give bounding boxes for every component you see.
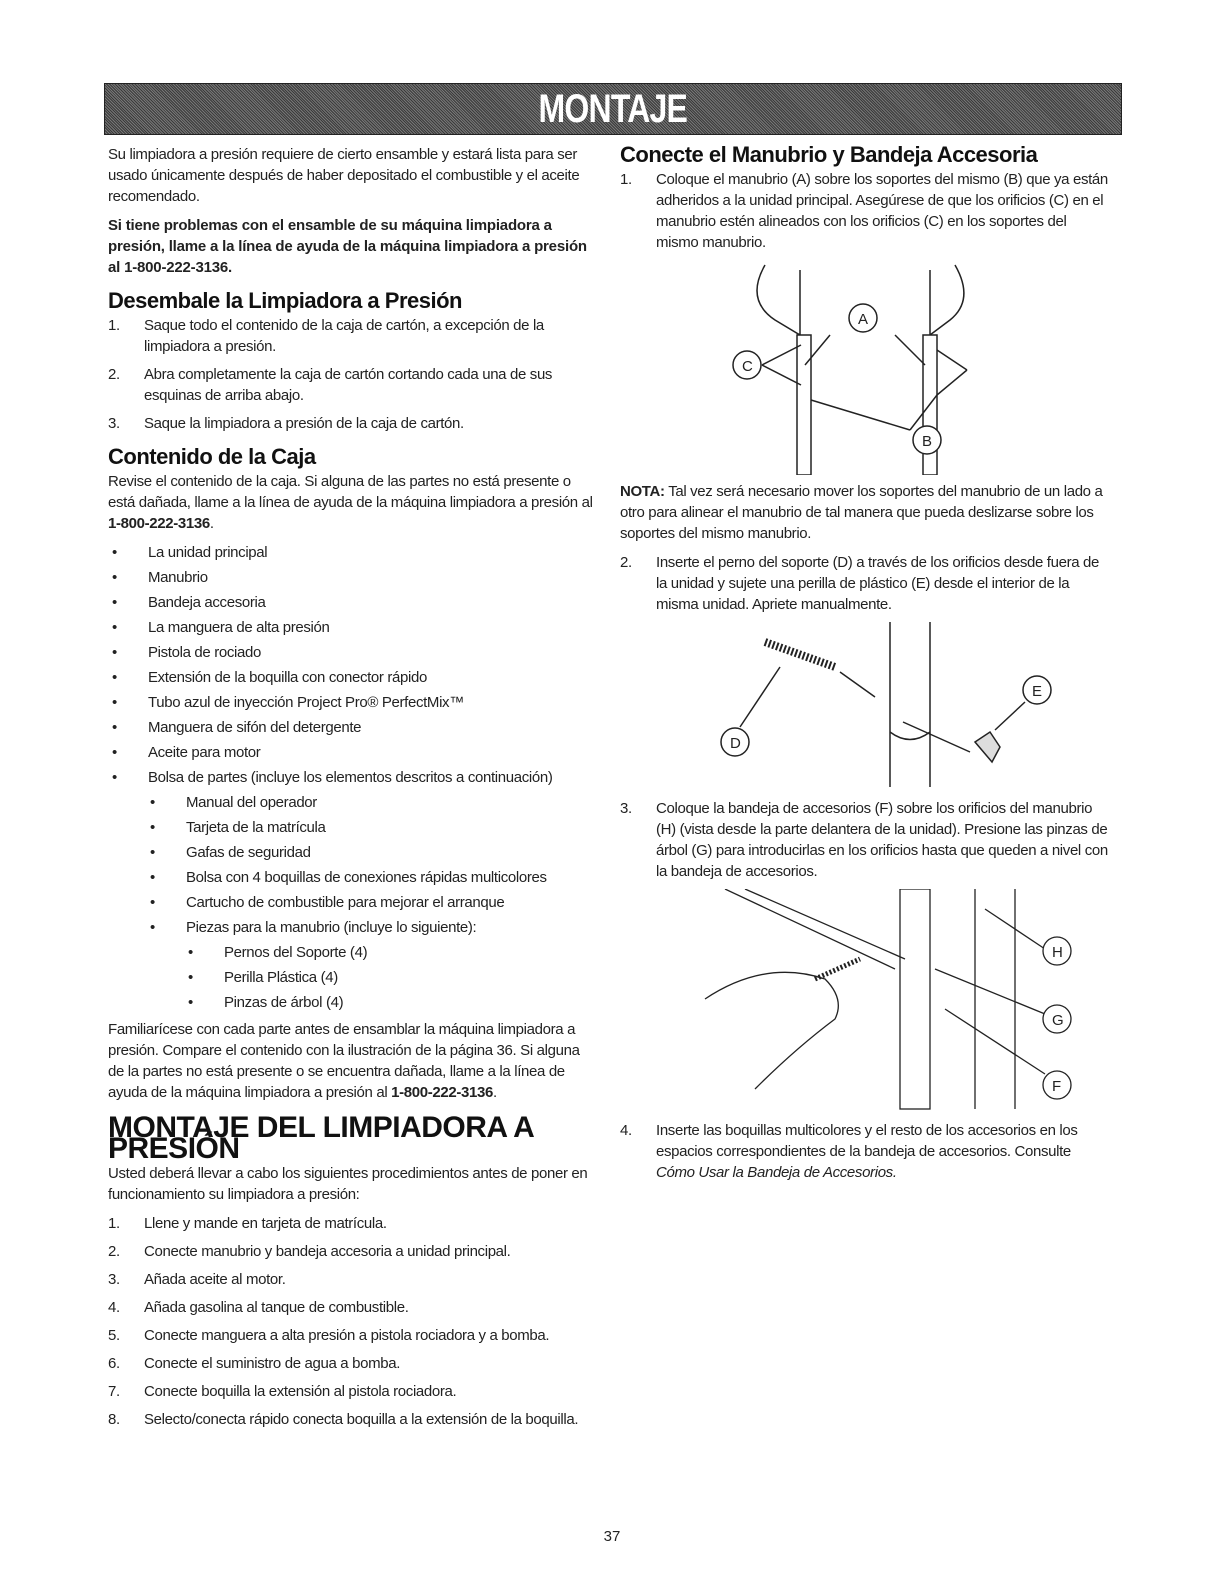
list-item: • Bolsa de partes (incluye los elementos descritos a continuación) [112,769,553,786]
list-item: • Manguera de sifón del detergente [112,719,362,736]
intro-paragraph: Su limpiadora a presión requiere de cierto ensamble y estará lista para ser usado únicamente después de haber depositado el combustible y el aceite recomendado. [108,146,580,205]
list-item: • Tarjeta de la matrícula [150,819,326,836]
list-item: 8. Selecto/conecta rápido conecta boquilla a la extensión de la boquilla. [108,1411,579,1428]
handle-alignment-illustration [705,260,1025,475]
list-item: 2. Conecte manubrio y bandeja accesoria a unidad principal. [108,1243,511,1260]
svg-text:B: B [922,433,932,450]
list-item: • Extensión de la boquilla con conector rápido [112,669,427,686]
bolt-knob-illustration [675,622,1055,792]
list-item: 1. Llene y mande en tarjeta de matrícula. [108,1215,387,1232]
unpack-heading: Desembale la Limpiadora a Presión [108,288,462,313]
connect-step-1: 1. Coloque el manubrio (A) sobre los soportes del mismo (B) que ya están adheridos a la unidad principal. Asegúrese de que los orificios (C) en el manubrio estén alineados con los orificios (C) en los soportes del mismo manubrio. [620,171,1108,251]
list-item: 7. Conecte boquilla la extensión al pistola rociadora. [108,1383,457,1400]
contents-intro: Revise el contenido de la caja. Si alguna de las partes no está presente o está dañada, llame a la línea de ayuda de la máquina limpiadora a presión al 1-800-222-3136. [108,473,593,532]
list-item: • Manual del operador [150,794,317,811]
connect-step-2: 2. Inserte el perno del soporte (D) a través de los orificios desde fuera de la unidad y sujete una perilla de plástico (E) desde el interior de la misma unidad. Apriete manualmente. [620,554,1100,613]
svg-text:C: C [742,358,753,375]
assembly-intro: Usted deberá llevar a cabo los siguientes procedimientos antes de poner en funcionamiento su limpiadora a presión: [108,1165,588,1203]
list-item: 4. Añada gasolina al tanque de combustible. [108,1299,409,1316]
list-item: • Perilla Plástica (4) [188,969,338,986]
page-number: 37 [603,1528,621,1545]
left-column [108,144,594,1437]
unpack-steps [108,315,594,434]
list-item: • La manguera de alta presión [112,619,330,636]
list-item: • Gafas de seguridad [150,844,311,861]
list-item: • Pernos del Soporte (4) [188,944,368,961]
help-note: Si tiene problemas con el ensamble de su máquina limpiadora a presión, llame a la línea de ayuda de la máquina limpiadora a presión al 1-800-222-3136. [108,217,587,276]
list-item: 2. Abra completamente la caja de cartón cortando cada una de sus esquinas de arriba abajo. [108,366,553,404]
contents-list [108,542,594,1013]
banner-title: MONTAJE [538,86,688,131]
list-item: 6. Conecte el suministro de agua a bomba. [108,1355,401,1372]
list-item: 1. Saque todo el contenido de la caja de cartón, a excepción de la limpiadora a presión. [108,317,544,355]
list-item: • Cartucho de combustible para mejorar el arranque [150,894,505,911]
svg-text:G: G [1052,1012,1064,1029]
tray-clip-illustration [645,889,1085,1114]
right-column [620,144,1110,1190]
svg-text:D: D [730,735,741,752]
list-item: 5. Conecte manguera a alta presión a pistola rociadora y a bomba. [108,1327,550,1344]
svg-text:F: F [1052,1078,1061,1095]
list-item: 3. Añada aceite al motor. [108,1271,286,1288]
list-item: 3. Saque la limpiadora a presión de la caja de cartón. [108,415,464,432]
list-item: • Aceite para motor [112,744,261,761]
connect-step-3: 3. Coloque la bandeja de accesorios (F) sobre los orificios del manubrio (H) (vista desde la parte delantera de la unidad). Presione las pinzas de árbol (G) para introducirlas en los orificios hasta que queden a nivel con la bandeja de accesorios. [620,800,1108,880]
note-paragraph: NOTA: Tal vez será necesario mover los soportes del manubrio de un lado a otro para alinear el manubrio de tal manera que pueda deslizarse sobre los soportes del mismo manubrio. [620,483,1103,542]
svg-text:E: E [1032,683,1042,700]
assembly-heading: MONTAJE DEL LIMPIADORA A PRESIÓN [108,1111,534,1165]
list-item: • Tubo azul de inyección Project Pro® PerfectMix™ [112,694,464,711]
list-item: • Bandeja accesoria [112,594,266,611]
section-banner [104,83,1122,135]
svg-text:A: A [858,311,868,328]
list-item: • Piezas para la manubrio (incluye lo siguiente): [150,919,477,936]
list-item: • Manubrio [112,569,208,586]
contents-heading: Contenido de la Caja [108,444,316,469]
list-item: • Bolsa con 4 boquillas de conexiones rápidas multicolores [150,869,547,886]
list-item: • Pinzas de árbol (4) [188,994,344,1011]
cross-reference: Cómo Usar la Bandeja de Accesorios. [656,1164,897,1181]
list-item: • La unidad principal [112,544,268,561]
connect-heading: Conecte el Manubrio y Bandeja Accesoria [620,142,1038,167]
connect-step-4: 4. Inserte las boquillas multicolores y el resto de los accesorios en los espacios correspondientes de la bandeja de accesorios. Consulte Cómo Usar la Bandeja de Accesorios. [620,1122,1078,1181]
svg-text:H: H [1052,944,1063,961]
contents-outro: Familiarícese con cada parte antes de ensamblar la máquina limpiadora a presión. Compare el contenido con la ilustración de la página 36. Si alguna de la partes no está presente o se encuentra dañada, llame a la línea de ayuda de la máquina limpiadora a presión al 1-800-222-3136. [108,1021,580,1101]
list-item: • Pistola de rociado [112,644,261,661]
assembly-steps [108,1213,594,1430]
